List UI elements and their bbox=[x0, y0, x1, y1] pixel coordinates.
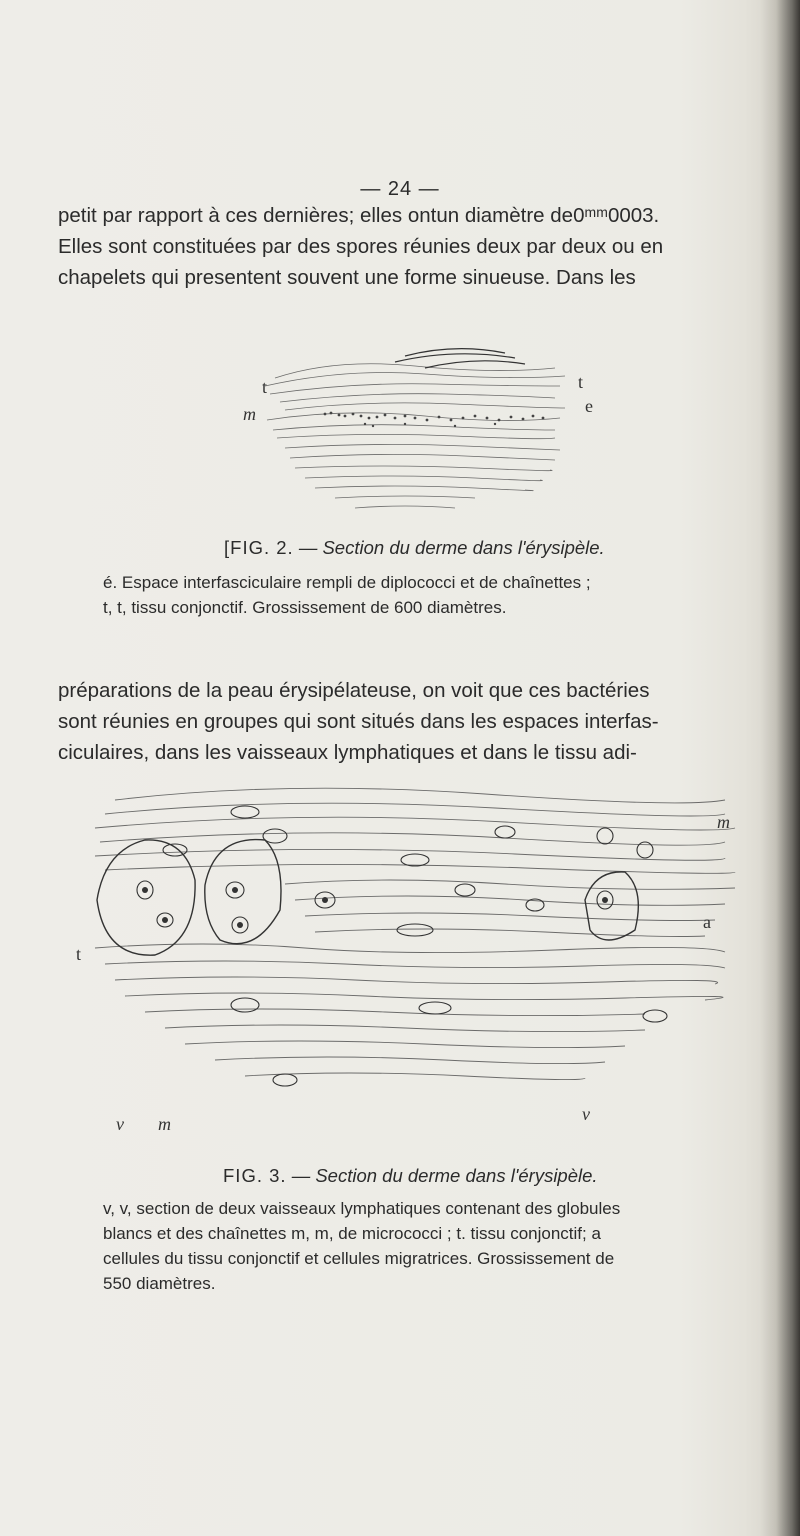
figure-3-legend-line-4: 550 diamètres. bbox=[103, 1274, 216, 1293]
figure-2-caption-title: — Section du derme dans l'érysipèle. bbox=[298, 537, 605, 558]
figure-3-legend bbox=[103, 1196, 743, 1296]
paragraph-2-line-3: ciculaires, dans les vaisseaux lymphatiques et dans le tissu adi- bbox=[58, 741, 637, 764]
page-number: — 24 — bbox=[360, 178, 440, 200]
figure-3-label-t: t bbox=[76, 944, 82, 964]
figure-2-label-e: e bbox=[585, 396, 593, 416]
paragraph-1-line-3: chapelets qui presentent souvent une forme sinueuse. Dans les bbox=[58, 266, 636, 289]
figure-2-legend-line-1: é. Espace interfasciculaire rempli de diplococci et de chaînettes ; bbox=[103, 573, 591, 592]
figure-3-label-v-right: v bbox=[582, 1104, 590, 1124]
figure-3-legend-line-2: blancs et des chaînettes m, m, de micrococci ; t. tissu conjonctif; a bbox=[103, 1224, 601, 1243]
figure-3-caption-title: — Section du derme dans l'érysipèle. bbox=[291, 1165, 598, 1186]
paragraph-2-line-2: sont réunies en groupes qui sont situés dans les espaces interfas- bbox=[58, 710, 659, 733]
figure-3-caption bbox=[223, 1165, 598, 1187]
paragraph-1-line-1: petit par rapport à ces dernières; elles ontun diamètre de0ᵐᵐ0003. bbox=[58, 204, 660, 227]
paragraph-1-line-2: Elles sont constituées par des spores réunies deux par deux ou en bbox=[58, 235, 664, 258]
figure-2-legend-line-2: t, t, tissu conjonctif. Grossissement de 600 diamètres. bbox=[103, 598, 507, 617]
figure-3-label-m-top: m bbox=[717, 812, 730, 832]
figure-3-legend-line-3: cellules du tissu conjonctif et cellules migratrices. Grossissement de bbox=[103, 1249, 615, 1268]
page-edge-shadow bbox=[760, 0, 800, 1536]
figure-2-label-m: m bbox=[243, 404, 256, 424]
figure-3-label-a: a bbox=[703, 912, 711, 932]
figure-3-label-m-bottom: m bbox=[158, 1114, 171, 1134]
figure-3-label-v-left: v bbox=[116, 1114, 124, 1134]
figure-2-illustration bbox=[255, 338, 575, 530]
paragraph-1 bbox=[58, 200, 738, 293]
figure-2-caption-number: [FIG. 2. bbox=[224, 537, 294, 558]
figure-2-label-t-right: t bbox=[578, 372, 584, 392]
paragraph-2 bbox=[58, 675, 738, 768]
paragraph-2-line-1: préparations de la peau érysipélateuse, on voit que ces bactéries bbox=[58, 679, 650, 702]
figure-2-caption bbox=[224, 537, 605, 559]
figure-3-illustration bbox=[85, 780, 745, 1160]
figure-2-legend bbox=[103, 570, 591, 620]
figure-3-legend-line-1: v, v, section de deux vaisseaux lymphatiques contenant des globules bbox=[103, 1199, 621, 1218]
figure-2-label-t-left: t bbox=[262, 377, 268, 397]
figure-3-caption-number: FIG. 3. bbox=[223, 1165, 287, 1186]
